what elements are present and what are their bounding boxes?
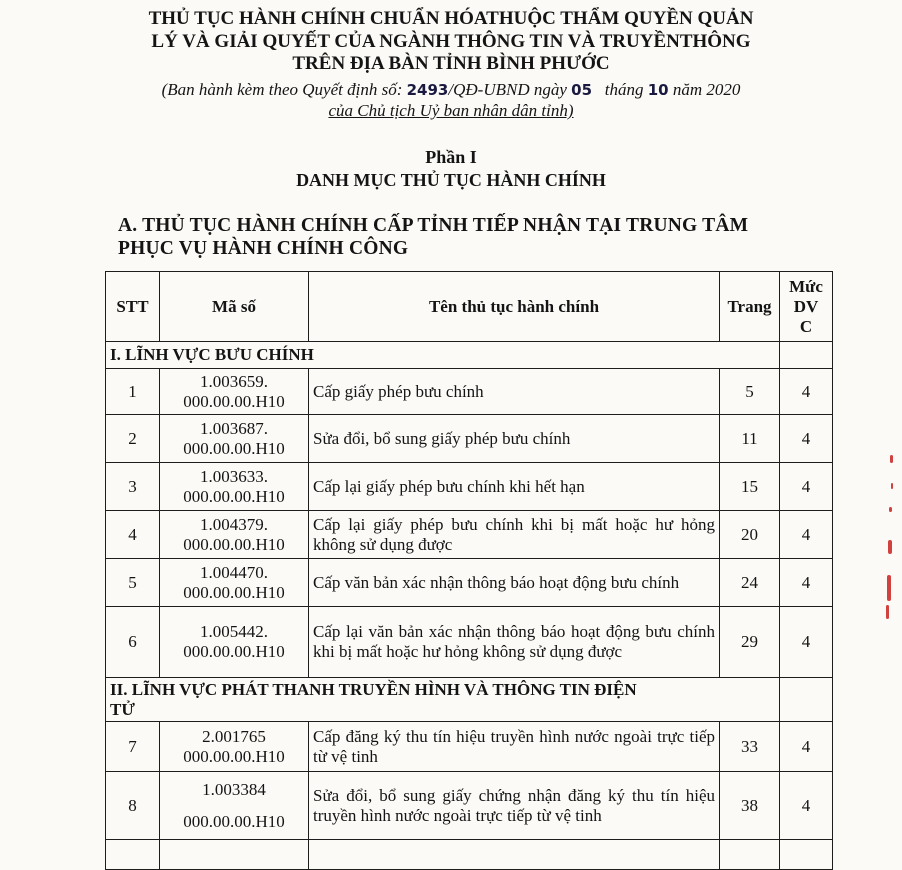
cell-trang: 15 [720,463,780,511]
section-a-line1: A. THỦ TỤC HÀNH CHÍNH CẤP TỈNH TIẾP NHẬN TẠI TRUNG TÂM [118,215,749,236]
cell-stt: 7 [106,722,160,772]
cell-muc: 4 [780,559,833,607]
ma-so-part2: 000.00.00.H10 [183,811,285,831]
cell-trang: 38 [720,772,780,840]
month-label: tháng [604,80,644,99]
ma-so-part2: 000.00.00.H10 [183,486,285,506]
cell-trang: 24 [720,559,780,607]
table-row [106,369,833,415]
table-row [106,722,833,772]
cell-ma-so [160,722,309,772]
table-row [106,607,833,678]
cell-stt: 6 [106,607,160,678]
group-blank [780,678,833,722]
cell-ten: Sửa đổi, bổ sung giấy phép bưu chính [309,415,720,463]
group-title-line1: II. LĨNH VỰC PHÁT THANH TRUYỀN HÌNH VÀ THÔNG TIN ĐIỆN [110,679,637,699]
doc-title-line1: THỦ TỤC HÀNH CHÍNH CHUẨN HÓATHUỘC THẨM QUYỀN QUẢN [148,8,754,29]
doc-title-line2: LÝ VÀ GIẢI QUYẾT CỦA NGÀNH THÔNG TIN VÀ TRUYỀNTHÔNG [151,31,751,52]
section-a-heading [118,214,818,260]
header-muc [780,272,833,342]
group-row [106,678,833,722]
stamp-mark [889,507,892,512]
ma-so-part2: 000.00.00.H10 [183,746,285,766]
ma-so-part2: 000.00.00.H10 [183,582,285,602]
ma-so-part2: 000.00.00.H10 [183,642,285,661]
part-label: Phần I [425,147,477,167]
table-row [106,511,833,559]
cell-ma-so [160,415,309,463]
stamp-mark [887,575,891,601]
cell-ten: Sửa đổi, bổ sung giấy chứng nhận đăng ký thu tín hiệu truyền hình nước ngoài trực tiếp từ vệ tinh [309,772,720,840]
cell-ma-so [160,463,309,511]
cell-trang: 11 [720,415,780,463]
cell-ten: Cấp giấy phép bưu chính [309,369,720,415]
header-ten: Tên thủ tục hành chính [309,272,720,342]
cell-cut [720,840,780,870]
stamp-mark [890,455,893,463]
issued-authority: của Chủ tịch Uỷ ban nhân dân tỉnh) [328,101,574,120]
ma-so-part1: 1.003384 [202,779,266,799]
cell-trang: 33 [720,722,780,772]
year-text: năm 2020 [672,80,741,99]
cell-ten: Cấp lại giấy phép bưu chính khi hết hạn [309,463,720,511]
table-row [106,772,833,840]
group-title: I. LĨNH VỰC BƯU CHÍNH [106,342,720,369]
ma-so-part1: 1.003633. [200,466,268,486]
issued-prefix: (Ban hành kèm theo Quyết định số: [161,80,407,99]
doc-title-line3: TRÊN ĐỊA BÀN TỈNH BÌNH PHƯỚC [292,53,610,74]
issued-by-line [0,80,902,100]
cell-cut [160,840,309,870]
stamp-mark [888,540,892,554]
cell-ten: Cấp văn bản xác nhận thông báo hoạt động bưu chính [309,559,720,607]
decision-number: 2493 [406,81,449,99]
procedure-table [105,271,833,870]
table-row [106,415,833,463]
ma-so-part2: 000.00.00.H10 [183,438,285,458]
stamp-mark [891,483,893,489]
issued-mid: /QĐ-UBND ngày [448,80,572,99]
header-muc-line3: C [799,316,813,336]
stamp-mark [886,605,889,619]
section-a-line2: PHỤC VỤ HÀNH CHÍNH CÔNG [118,238,409,259]
cell-cut [780,840,833,870]
table-row [106,559,833,607]
cell-trang: 29 [720,607,780,678]
ma-so-part1: 1.004470. [200,562,268,582]
group-blank [720,342,780,369]
cell-muc: 4 [780,511,833,559]
cell-ten: Cấp đăng ký thu tín hiệu truyền hình nước ngoài trực tiếp từ vệ tinh [309,722,720,772]
cell-muc: 4 [780,607,833,678]
cell-muc: 4 [780,369,833,415]
header-ma-so: Mã số [160,272,309,342]
ma-so-part1: 1.003687. [200,418,268,438]
table-row-cut [106,840,833,870]
ma-so-part1: 1.004379. [200,514,268,534]
margin-stamp-marks [880,455,900,625]
cell-ma-so [160,559,309,607]
ma-so-part1: 2.001765 [202,726,266,746]
issued-by-line2 [0,101,902,121]
group-blank [780,342,833,369]
cell-stt: 2 [106,415,160,463]
cell-stt: 3 [106,463,160,511]
cell-ten: Cấp lại văn bản xác nhận thông báo hoạt động bưu chính khi bị mất hoặc hư hỏng không sử dụng được [309,607,720,678]
decision-month: 10 [647,81,669,99]
table-row [106,463,833,511]
cell-trang: 20 [720,511,780,559]
cell-ma-so [160,369,309,415]
cell-muc: 4 [780,722,833,772]
cell-ma-so [160,511,309,559]
ma-so-part2: 000.00.00.H10 [183,391,285,411]
cell-ma-so [160,607,309,678]
header-trang: Trang [720,272,780,342]
cell-ma-so [160,772,309,840]
header-muc-line1: Mức [789,276,823,296]
table-header-row [106,272,833,342]
decision-day: 05 [571,81,593,99]
group-blank [720,678,780,722]
ma-so-part1: 1.003659. [200,371,268,391]
cell-muc: 4 [780,415,833,463]
group-title-line2: TỬ [110,699,135,719]
part-title: DANH MỤC THỦ TỤC HÀNH CHÍNH [296,170,606,190]
cell-muc: 4 [780,463,833,511]
cell-cut [106,840,160,870]
cell-stt: 4 [106,511,160,559]
cell-cut [309,840,720,870]
ma-so-part1: 1.005442. [200,622,268,641]
cell-stt: 1 [106,369,160,415]
cell-trang: 5 [720,369,780,415]
cell-stt: 8 [106,772,160,840]
cell-ten: Cấp lại giấy phép bưu chính khi bị mất hoặc hư hỏng không sử dụng được [309,511,720,559]
header-stt: STT [106,272,160,342]
group-row [106,342,833,369]
header-muc-line2: DV [793,296,819,316]
ma-so-part2: 000.00.00.H10 [183,534,285,554]
cell-muc: 4 [780,772,833,840]
cell-stt: 5 [106,559,160,607]
group-title [106,678,720,722]
